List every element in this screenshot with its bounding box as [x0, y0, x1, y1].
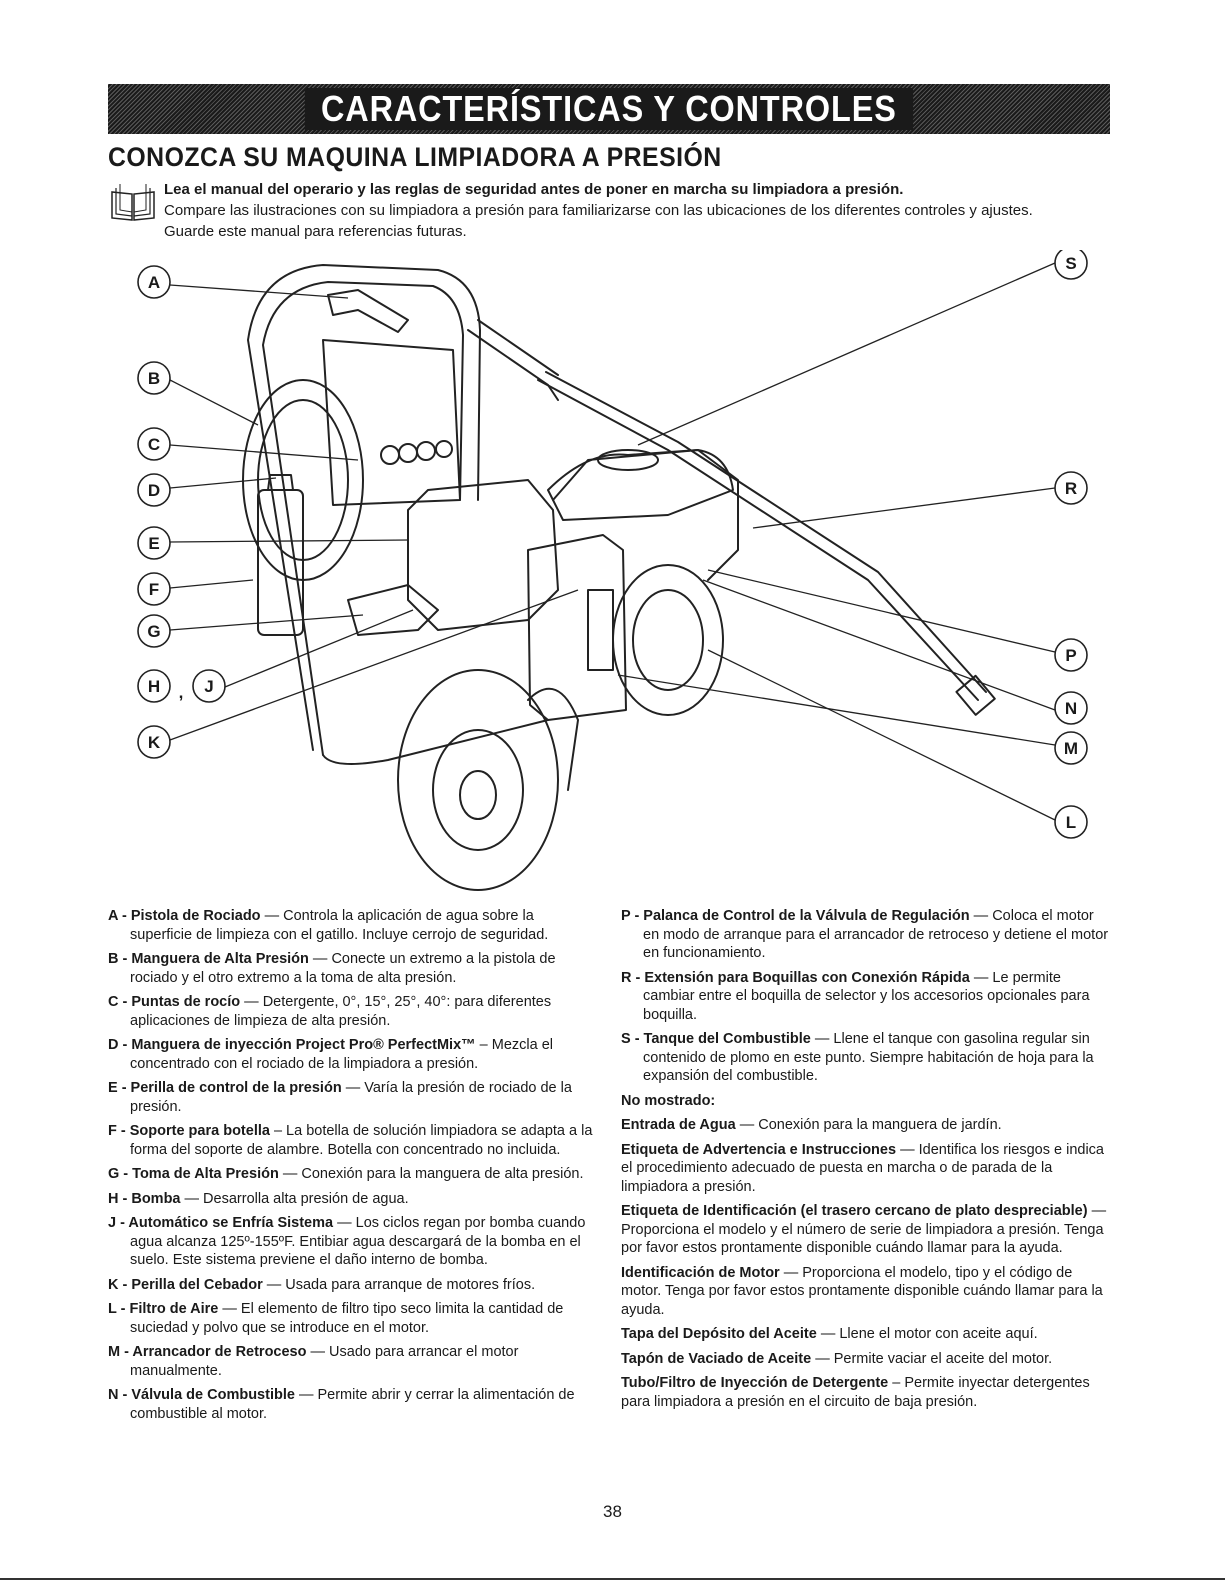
- not-shown-item-label: Tapón de Vaciado de Aceite: [621, 1350, 812, 1367]
- callout-h: H: [147, 677, 161, 696]
- legend-item-description: — Llene el tanque con gasolina regular sin contenido de plomo en este punto. Siempre habitación de hoja para la expansión del combustible.: [643, 1031, 1094, 1084]
- not-shown-item: [621, 1202, 1111, 1258]
- not-shown-item: [621, 1264, 1111, 1320]
- not-shown-items: [621, 1116, 1111, 1411]
- frame-handle: [248, 265, 480, 750]
- legend-item-label: R - Extensión para Boquillas con Conexión Rápida: [621, 969, 970, 986]
- not-shown-heading: No mostrado:: [621, 1092, 716, 1109]
- section-banner: [108, 84, 1110, 134]
- legend-item-description: — Conexión para la manguera de alta presión.: [278, 1166, 584, 1182]
- banner-title: CARACTERÍSTICAS Y CONTROLES: [305, 88, 913, 130]
- legend-item-description: — Usada para arranque de motores fríos.: [262, 1276, 536, 1293]
- legend-item: [108, 1122, 593, 1159]
- legend-item-description: — Detergente, 0°, 15°, 25°, 40°: para diferentes aplicaciones de limpieza de alta presión.: [130, 994, 552, 1029]
- legend-item-label: F - Soporte para botella: [108, 1123, 270, 1139]
- wheel: [398, 670, 558, 890]
- legend-item: [108, 1165, 593, 1184]
- legend-item: [108, 1190, 593, 1209]
- not-shown-item-description: – Permite inyectar detergentes para limpiadora a presión en el circuito de baja presión.: [621, 1375, 1090, 1410]
- legend-right-items: [621, 907, 1111, 1086]
- intro-text-2: Guarde este manual para referencias futuras.: [164, 223, 467, 240]
- callout-b: B: [147, 369, 161, 388]
- not-shown-item-label: Entrada de Agua: [621, 1117, 736, 1133]
- legend-item-label: L - Filtro de Aire: [108, 1301, 219, 1317]
- legend-item: [108, 993, 593, 1030]
- callout-hj-separator: ,: [178, 683, 184, 702]
- legend-item: [108, 1386, 593, 1423]
- not-shown-item: [621, 1116, 1111, 1135]
- legend-item-description: — Varía la presión de rociado de la presión.: [130, 1080, 572, 1115]
- not-shown-item: [621, 1350, 1111, 1369]
- callout-e: E: [148, 534, 160, 553]
- manual-book-icon: [108, 182, 158, 222]
- not-shown-item: [621, 1374, 1111, 1411]
- intro-warning: Lea el manual del operario y las reglas de seguridad antes de poner en marcha su limpiadora a presión.: [164, 181, 904, 198]
- not-shown-item-description: — Llene el motor con aceite aquí.: [816, 1326, 1038, 1342]
- not-shown-item-label: Identificación de Motor: [621, 1264, 780, 1281]
- control-panel: [323, 340, 460, 505]
- callout-c: C: [147, 435, 161, 454]
- legend-item-description: — Los ciclos regan por bomba cuando agua alcanza 125º-155ºF. Entibiar agua descargará de la bomba en el suelo. Este sistema previene el daño interno de bomba.: [130, 1215, 586, 1268]
- recoil-starter: [613, 565, 723, 715]
- callout-k: K: [147, 733, 161, 752]
- legend-item-label: P - Palanca de Control de la Válvula de Regulación: [621, 908, 970, 924]
- legend-item-label: C - Puntas de rocío: [108, 994, 241, 1010]
- page-title: CONOZCA SU MAQUINA LIMPIADORA A PRESIÓN: [108, 142, 722, 172]
- legend-item: [621, 907, 1111, 963]
- legend-item: [621, 969, 1111, 1025]
- legend-left-column: [108, 907, 593, 1429]
- legend-item-description: — Coloca el motor en modo de arranque para el arrancador de retroceso y detiene el motor en funcionamiento.: [643, 908, 1109, 961]
- legend-item: [621, 1030, 1111, 1086]
- legend-item: [108, 1276, 593, 1295]
- legend-item-label: K - Perilla del Cebador: [108, 1276, 263, 1293]
- callout-a: A: [147, 273, 161, 292]
- callout-n: N: [1064, 699, 1078, 718]
- legend-item-description: — Usado para arrancar el motor manualmente.: [130, 1344, 519, 1379]
- not-shown-item-description: — Proporciona el modelo y el número de serie de limpiadora a presión. Tenga por favor estos prontamente disponible cuándo llamar para la ayuda.: [621, 1203, 1107, 1256]
- legend-item: [108, 1343, 593, 1380]
- legend-item: [108, 1036, 593, 1073]
- not-shown-item-description: — Proporciona el modelo, tipo y el código de motor. Tenga por favor estos prontamente disponible cuándo llamar para la ayuda.: [621, 1264, 1103, 1318]
- legend-item-label: B - Manguera de Alta Presión: [108, 951, 309, 967]
- legend-item-description: – La botella de solución limpiadora se adapta a la forma del soporte de alambre. Botella con concentrado no incluida.: [130, 1123, 593, 1158]
- bottom-rule: [0, 1578, 1225, 1580]
- callout-p: P: [1065, 646, 1077, 665]
- legend-item-description: — Conecte un extremo a la pistola de rociado y el otro extremo a la toma de alta presión.: [130, 951, 556, 986]
- pressure-washer-diagram: [108, 250, 1118, 900]
- not-shown-item-label: Etiqueta de Identificación (el trasero cercano de plato despreciable): [621, 1203, 1088, 1219]
- legend-item-description: — El elemento de filtro tipo seco limita la cantidad de suciedad y polvo que se introduce en el motor.: [130, 1301, 564, 1336]
- legend-right-column: [621, 907, 1111, 1417]
- legend-item-label: H - Bomba: [108, 1190, 181, 1207]
- air-filter-cover: [528, 535, 626, 720]
- legend-item-label: G - Toma de Alta Presión: [108, 1166, 279, 1182]
- legend-item-description: — Controla la aplicación de agua sobre la superficie de limpieza con el gatillo. Incluye cerrojo de seguridad.: [130, 908, 549, 943]
- legend-item-label: D - Manguera de inyección Project Pro® PerfectMix™: [108, 1037, 476, 1053]
- legend-item-description: – Mezcla el concentrado con el rociado de la limpiadora a presión.: [130, 1037, 554, 1072]
- intro-text-1: Compare las ilustraciones con su limpiadora a presión para familiarizarse con las ubicaciones de los diferentes controles y ajustes.: [164, 202, 1033, 219]
- legend-item-label: E - Perilla de control de la presión: [108, 1080, 342, 1096]
- callout-s: S: [1065, 254, 1077, 273]
- legend-item-label: J - Automático se Enfría Sistema: [108, 1215, 334, 1231]
- legend-item: [108, 950, 593, 987]
- legend-item-label: A - Pistola de Rociado: [108, 908, 261, 924]
- pump: [348, 585, 438, 635]
- legend-item-label: M - Arrancador de Retroceso: [108, 1344, 307, 1360]
- legend-item: [108, 1300, 593, 1337]
- legend-item-description: — Le permite cambiar entre el boquilla de selector y los accesorios opcionales para boquilla.: [643, 969, 1090, 1023]
- not-shown-item-description: — Conexión para la manguera de jardín.: [735, 1117, 1002, 1133]
- not-shown-item: [621, 1141, 1111, 1197]
- legend-item-label: N - Válvula de Combustible: [108, 1387, 295, 1403]
- not-shown-item: [621, 1325, 1111, 1344]
- callout-r: R: [1064, 479, 1078, 498]
- callout-g: G: [147, 622, 161, 641]
- engine: [408, 480, 558, 630]
- not-shown-item-description: — Permite vaciar el aceite del motor.: [811, 1350, 1053, 1367]
- detergent-bottle: [258, 490, 303, 635]
- page-number: 38: [603, 1502, 622, 1521]
- not-shown-item-label: Tubo/Filtro de Inyección de Detergente: [621, 1375, 889, 1391]
- legend-item: [108, 907, 593, 944]
- callout-f: F: [148, 580, 160, 599]
- callout-m: M: [1063, 739, 1079, 758]
- callout-j: J: [204, 677, 214, 696]
- legend-item: [108, 1079, 593, 1116]
- callout-d: D: [147, 481, 161, 500]
- legend-item-description: — Permite abrir y cerrar la alimentación de combustible al motor.: [130, 1387, 575, 1422]
- legend-item-description: — Desarrolla alta presión de agua.: [180, 1190, 409, 1207]
- not-shown-item-label: Tapa del Depósito del Aceite: [621, 1326, 817, 1342]
- legend-item: [108, 1214, 593, 1270]
- callout-l: L: [1065, 813, 1077, 832]
- not-shown-item-description: — Identifica los riesgos e indica el procedimiento adecuado de puesta en marcha o de parada de la limpiadora a presión.: [621, 1141, 1104, 1195]
- not-shown-item-label: Etiqueta de Advertencia e Instrucciones: [621, 1141, 897, 1158]
- legend-item-label: S - Tanque del Combustible: [621, 1031, 811, 1047]
- spray-gun: [328, 290, 408, 332]
